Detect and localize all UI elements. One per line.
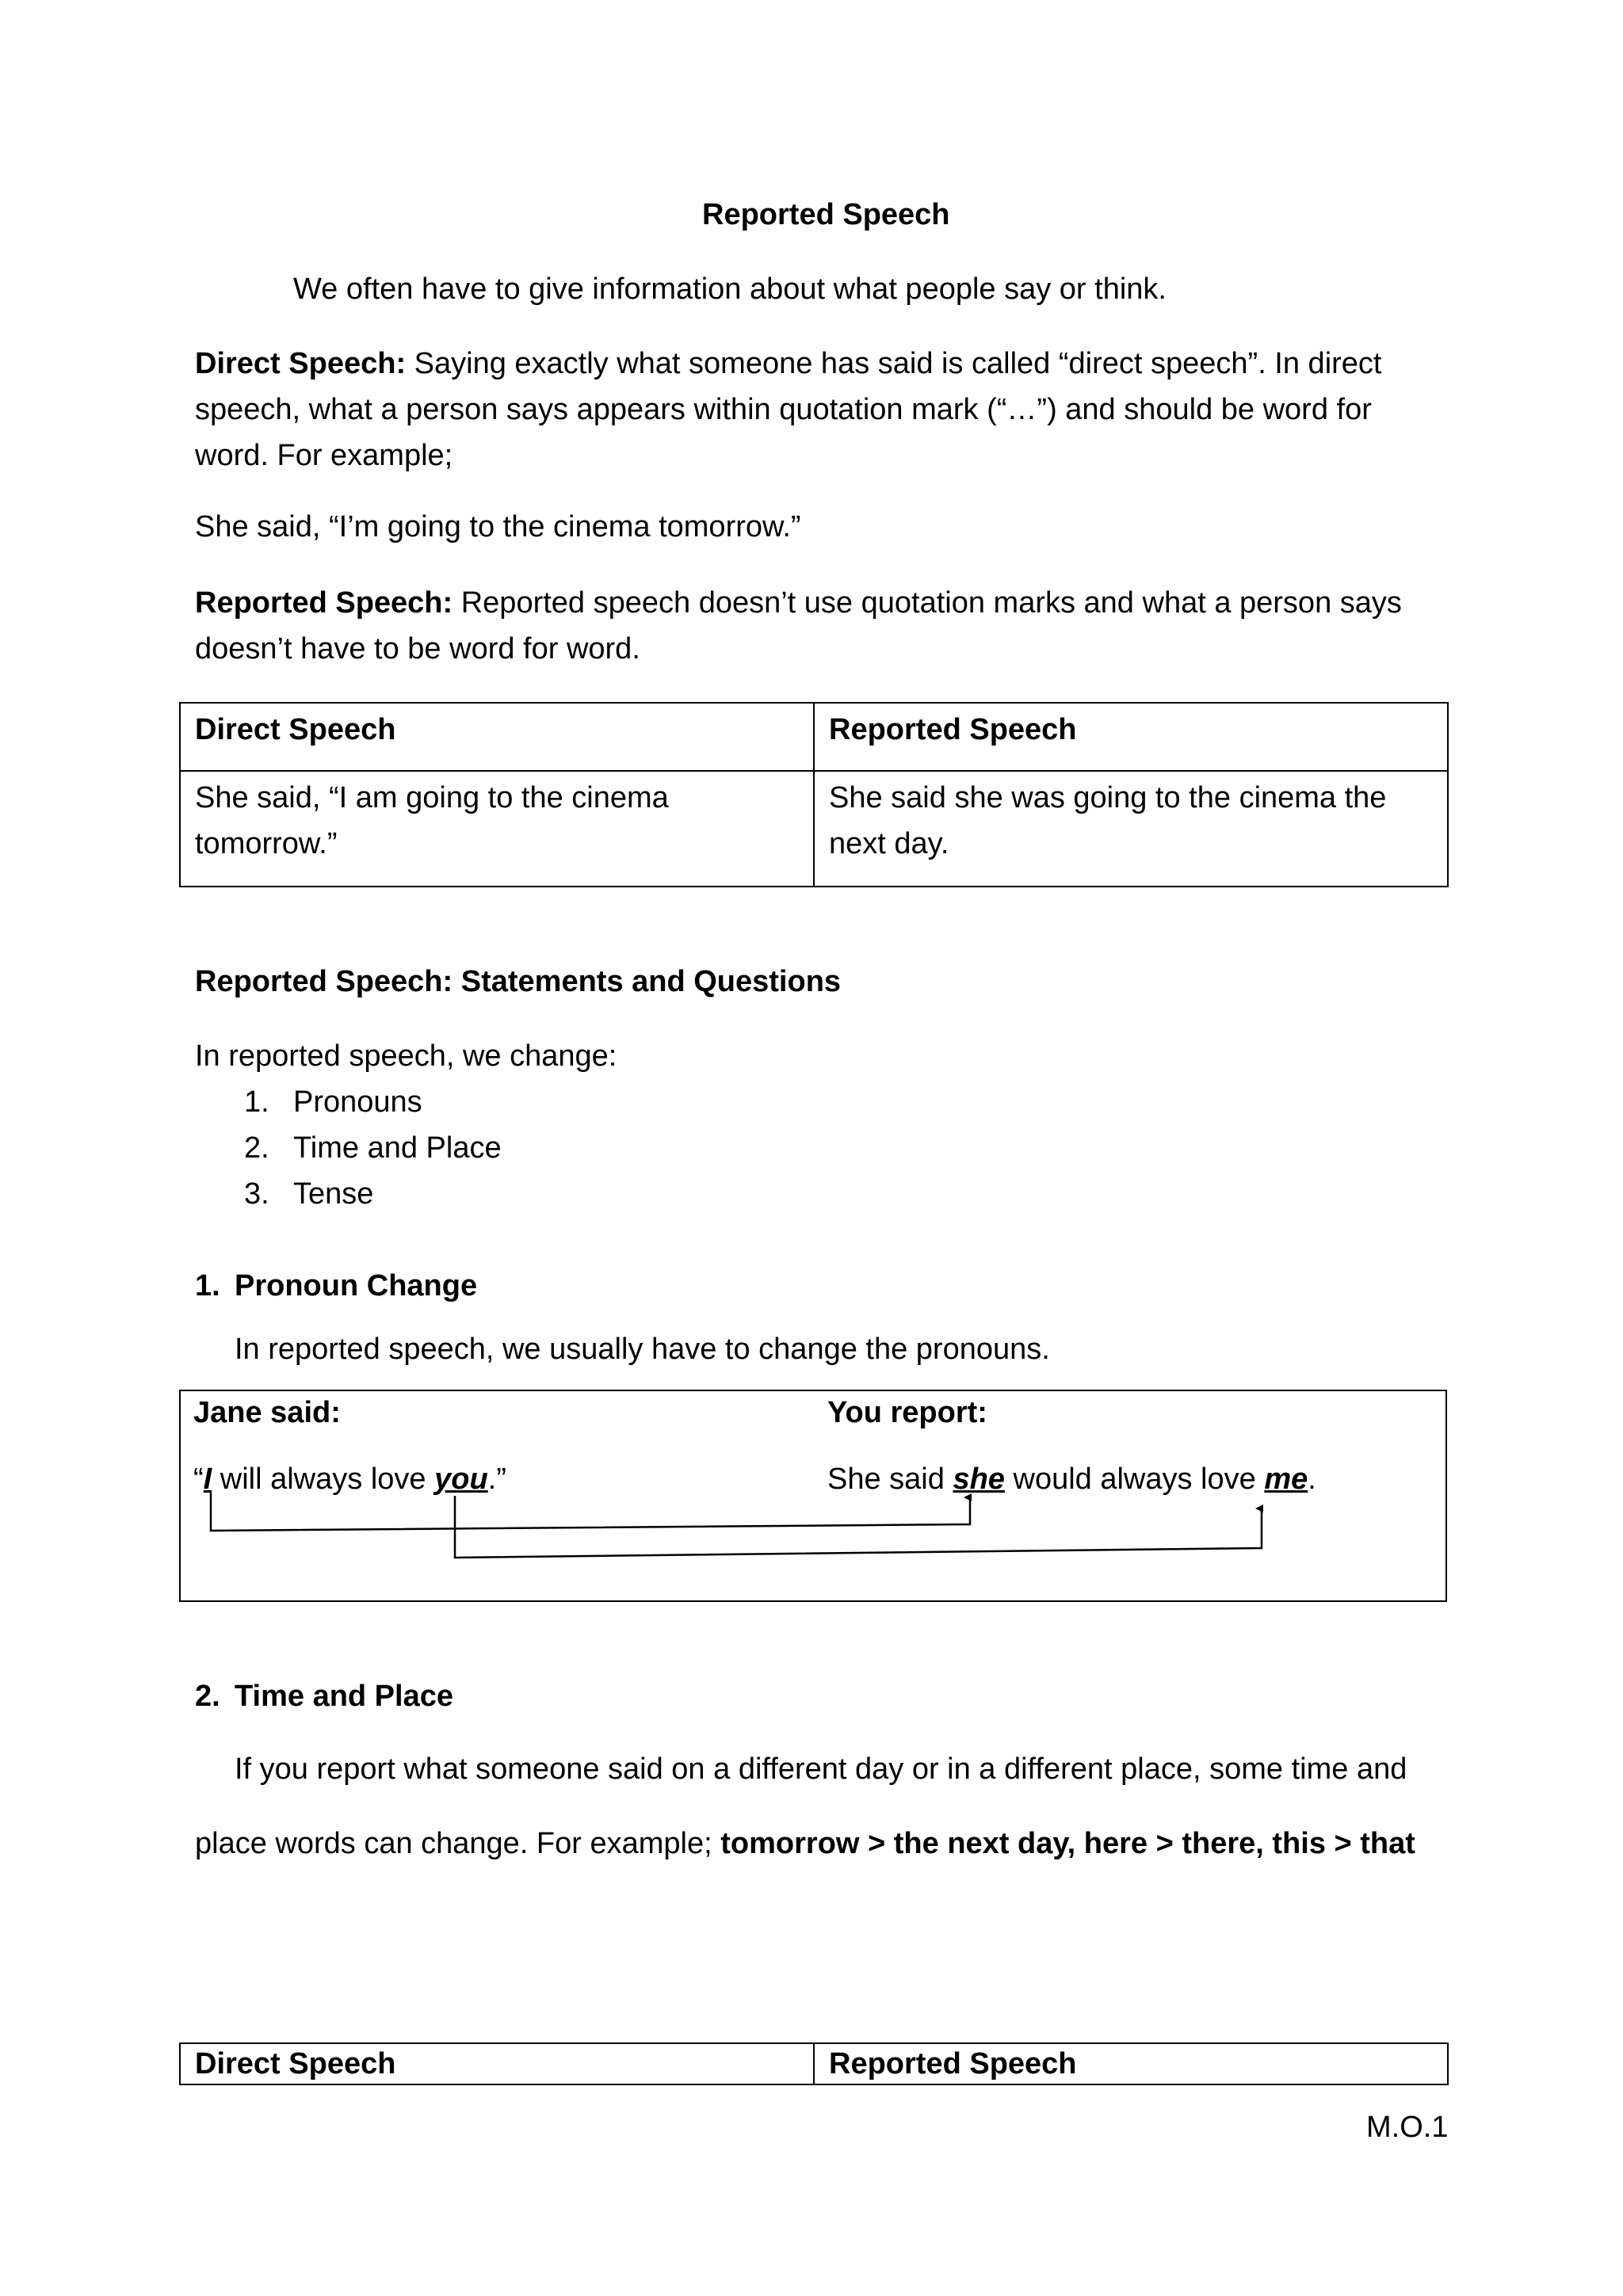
page-footer: M.O.1 [1366, 2111, 1449, 2144]
pronoun-text: In reported speech, we usually have to change the pronouns. [235, 1333, 1050, 1366]
table-header-direct: Direct Speech [180, 703, 814, 771]
pronoun-i: I [203, 1463, 212, 1496]
time-place-table [179, 2042, 1449, 2085]
table-cell-direct: She said, “I am going to the cinema tomorrow.” [180, 771, 814, 887]
pronoun-you: you [434, 1463, 488, 1496]
table-header-reported: Reported Speech [814, 703, 1448, 771]
pronoun-she: she [953, 1463, 1005, 1496]
time-place-line2: place words can change. For example; tomorrow > the next day, here > there, this > that [195, 1827, 1415, 1860]
jane-quote: “I will always love you.” [193, 1463, 506, 1496]
reported-speech-text: Reported speech doesn’t use quotation marks and what a person says doesn’t have to be word for word. [195, 586, 1402, 666]
list-item: 3. Tense [244, 1177, 374, 1211]
intro-paragraph: We often have to give information about what people say or think. [293, 273, 1167, 306]
you-report-label: You report: [827, 1396, 987, 1429]
table-header-direct: Direct Speech [180, 2043, 814, 2084]
table-header-reported: Reported Speech [814, 2043, 1448, 2084]
pronoun-heading: 1. Pronoun Change [195, 1269, 478, 1302]
direct-speech-text: Saying exactly what someone has said is called “direct speech”. In direct speech, what a person says appears within quotation mark (“…”) and should be word for word. For example; [195, 347, 1382, 472]
time-place-heading: 2. Time and Place [195, 1680, 453, 1713]
page-title: Reported Speech [702, 198, 950, 231]
table-cell-reported: She said she was going to the cinema the next day. [814, 771, 1448, 887]
jane-said-label: Jane said: [193, 1396, 341, 1429]
list-item: 1. Pronouns [244, 1085, 422, 1119]
section-heading-statements: Reported Speech: Statements and Questions [195, 965, 842, 998]
reported-speech-label: Reported Speech: [195, 586, 453, 620]
change-intro: In reported speech, we change: [195, 1039, 617, 1073]
direct-speech-example: She said, “I’m going to the cinema tomorrow.” [195, 510, 801, 543]
list-item: 2. Time and Place [244, 1131, 502, 1165]
time-place-examples: tomorrow > the next day, here > there, this > that [720, 1827, 1415, 1860]
direct-speech-label: Direct Speech: [195, 347, 407, 380]
time-place-line1: If you report what someone said on a different day or in a different place, some time and [235, 1753, 1407, 1786]
arrow-i-to-she [211, 1493, 970, 1531]
pronoun-me: me [1264, 1463, 1308, 1496]
reported-sentence: She said she would always love me. [827, 1463, 1316, 1496]
